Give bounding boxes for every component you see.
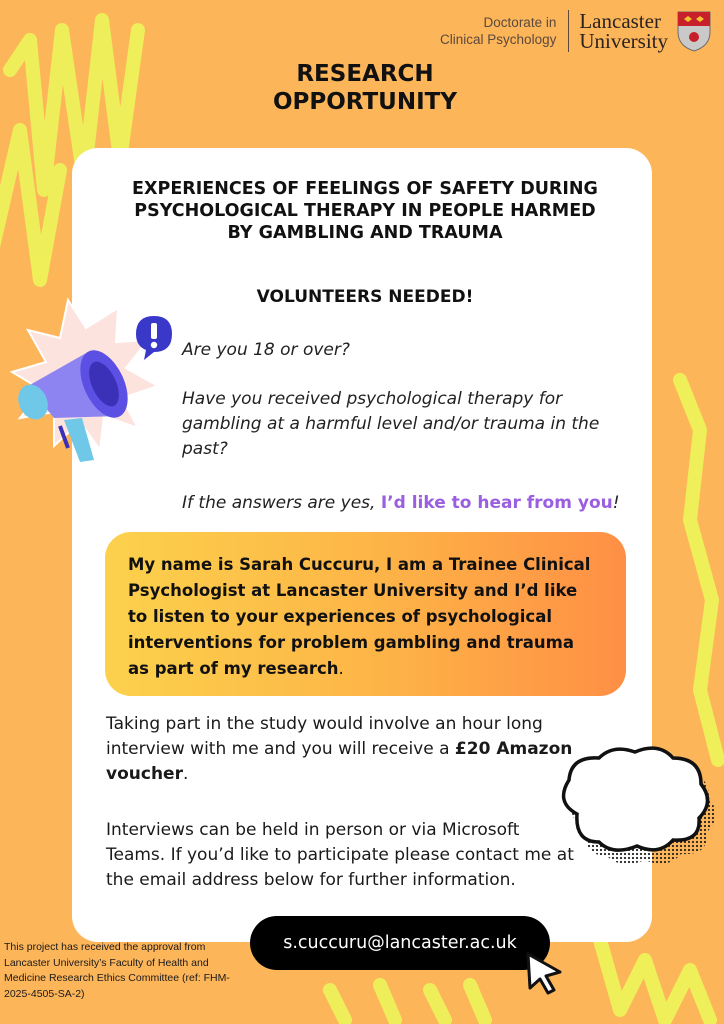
- university-line-2: University: [579, 29, 668, 53]
- answer-highlight: I’d like to hear from you: [380, 493, 613, 513]
- details-paragraph-2: Interviews can be held in person or via Microsoft Teams. If you’d like to participate please contact me at the email address below for further information.: [106, 820, 574, 890]
- voucher-amount: £20 Amazon voucher: [106, 739, 573, 784]
- study-title: [100, 178, 630, 244]
- bio-text: [128, 552, 598, 682]
- megaphone-icon: [8, 290, 188, 480]
- details-p1-prefix: Taking part in the study would involve an hour long interview with me and you will receive a: [106, 714, 543, 759]
- university-line-1: Lancaster: [579, 9, 661, 33]
- answer-suffix: !: [612, 493, 620, 513]
- details-paragraph-1: [106, 712, 576, 787]
- brand-divider: [568, 10, 569, 52]
- study-title-line-1: EXPERIENCES OF FEELINGS OF SAFETY DURING: [132, 179, 598, 199]
- study-title-line-3: BY GAMBLING AND TRAUMA: [227, 223, 503, 243]
- page-title: [200, 60, 530, 116]
- question-age: Are you 18 or over?: [182, 340, 350, 360]
- department-name: [440, 14, 568, 48]
- contact-email[interactable]: s.cuccuru@lancaster.ac.uk: [250, 916, 550, 970]
- exclamation-icon: [136, 316, 172, 360]
- bio-text-suffix: .: [338, 659, 344, 678]
- page-title-line-2: OPPORTUNITY: [272, 89, 457, 115]
- question-answer: [182, 491, 642, 516]
- volunteers-heading: VOLUNTEERS NEEDED!: [256, 287, 474, 307]
- department-line-1: Doctorate in: [483, 15, 557, 30]
- speech-bubble-icon: [555, 742, 715, 877]
- university-branding: [440, 8, 712, 54]
- details-p1-suffix: .: [182, 764, 189, 784]
- bio-text-body: My name is Sarah Cuccuru, I am a Trainee Clinical Psychologist at Lancaster University and I’d like to listen to your experiences of psychological interventions for problem gambling and trauma as part of my research: [128, 555, 591, 678]
- study-title-line-2: PSYCHOLOGICAL THERAPY IN PEOPLE HARMED: [134, 201, 596, 221]
- cursor-icon: [522, 950, 566, 996]
- answer-prefix: If the answers are yes,: [182, 493, 381, 513]
- crest-icon: [676, 10, 712, 52]
- university-name: [579, 11, 668, 51]
- page-title-line-1: RESEARCH: [296, 61, 434, 87]
- department-line-2: Clinical Psychology: [440, 32, 557, 47]
- ethics-footnote: This project has received the approval from Lancaster University’s Faculty of Health and Medicine Research Ethics Committee (ref: FHM-2025-4505-SA-2): [4, 941, 230, 1000]
- question-therapy: Have you received psychological therapy for gambling at a harmful level and/or trauma in the past?: [182, 389, 600, 459]
